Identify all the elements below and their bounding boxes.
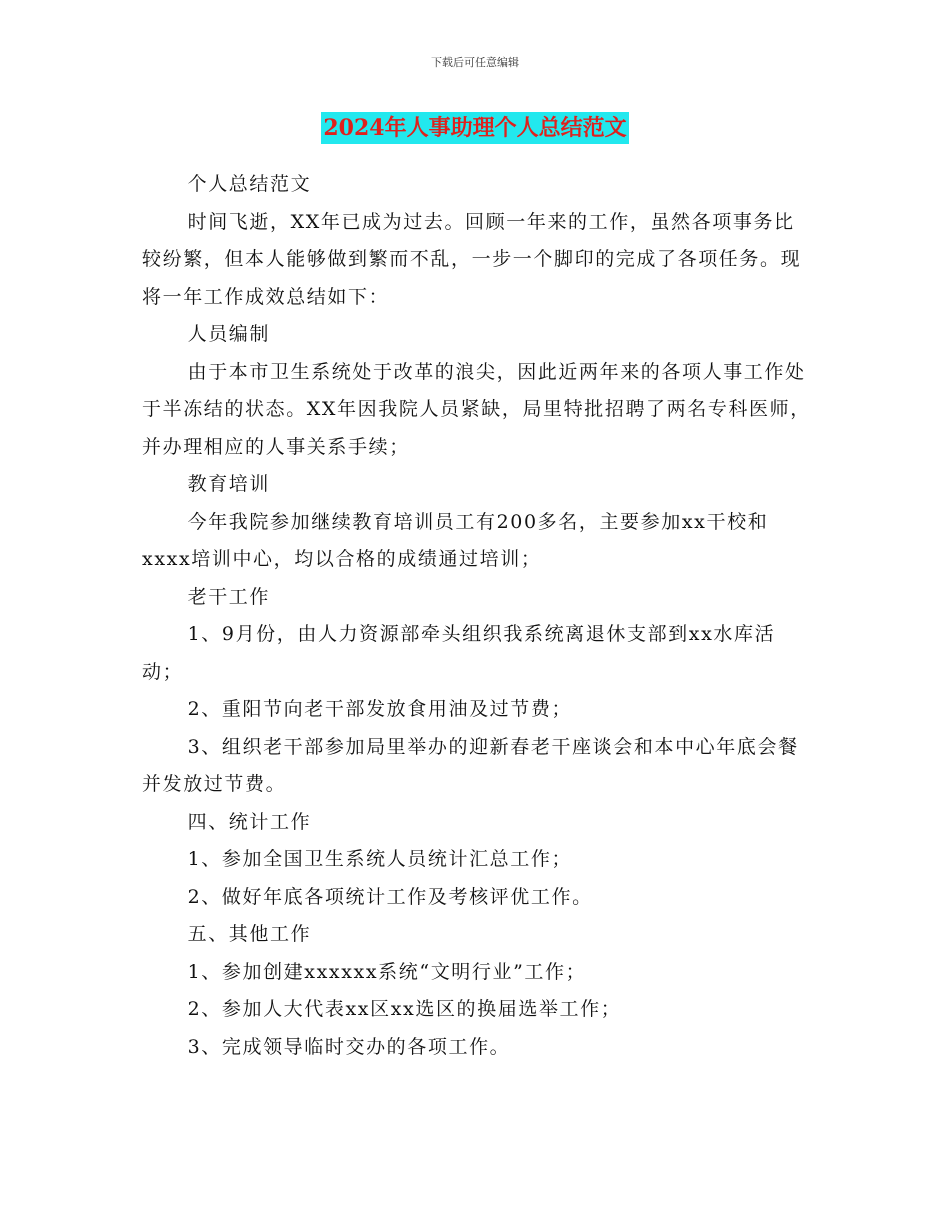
paragraph: 老干工作 [187,585,270,608]
paragraph: 个人总结范文 [187,173,312,195]
paragraph: 今年我院参加继续教育培训员工有200多名，主要参加xx干校和xxxx培训中心，均以合格的成绩通过培训； [142,510,769,570]
document-title: 2024年人事助理个人总结范文 [321,112,628,144]
paragraph: 教育培训 [187,473,270,495]
paragraph: 1、9月份，由人力资源部牵头组织我系统离退休支部到xx水库活动； [142,623,776,683]
paragraph: 1、参加全国卫生系统人员统计汇总工作； [187,848,573,870]
document-body [142,166,812,1066]
paragraph: 五、其他工作 [187,923,312,945]
paragraph: 2、做好年底各项统计工作及考核评优工作。 [187,885,593,908]
paragraph: 3、完成领导临时交办的各项工作。 [187,1035,511,1058]
paragraph: 2、重阳节向老干部发放食用油及过节费； [187,698,573,720]
paragraph: 由于本市卫生系统处于改革的浪尖，因此近两年来的各项人事工作处于半冻结的状态。XX年因我院人员紧缺，局里特批招聘了两名专科医师，并办理相应的人事关系手续； [142,360,811,458]
header-note: 下载后可任意编辑 [431,56,519,69]
paragraph: 四、统计工作 [187,810,312,833]
title-wrap [0,112,950,144]
paragraph: 3、组织老干部参加局里举办的迎新春老干座谈会和本中心年底会餐并发放过节费。 [142,735,799,795]
paragraph: 人员编制 [187,323,270,345]
paragraph: 时间飞逝，XX年已成为过去。回顾一年来的工作，虽然各项事务比较纷繁，但本人能够做到繁而不乱，一步一个脚印的完成了各项任务。现将一年工作成效总结如下： [142,210,802,308]
paragraph: 2、参加人大代表xx区xx选区的换届选举工作； [187,998,622,1020]
paragraph: 1、参加创建xxxxxx系统“文明行业”工作； [187,960,587,983]
